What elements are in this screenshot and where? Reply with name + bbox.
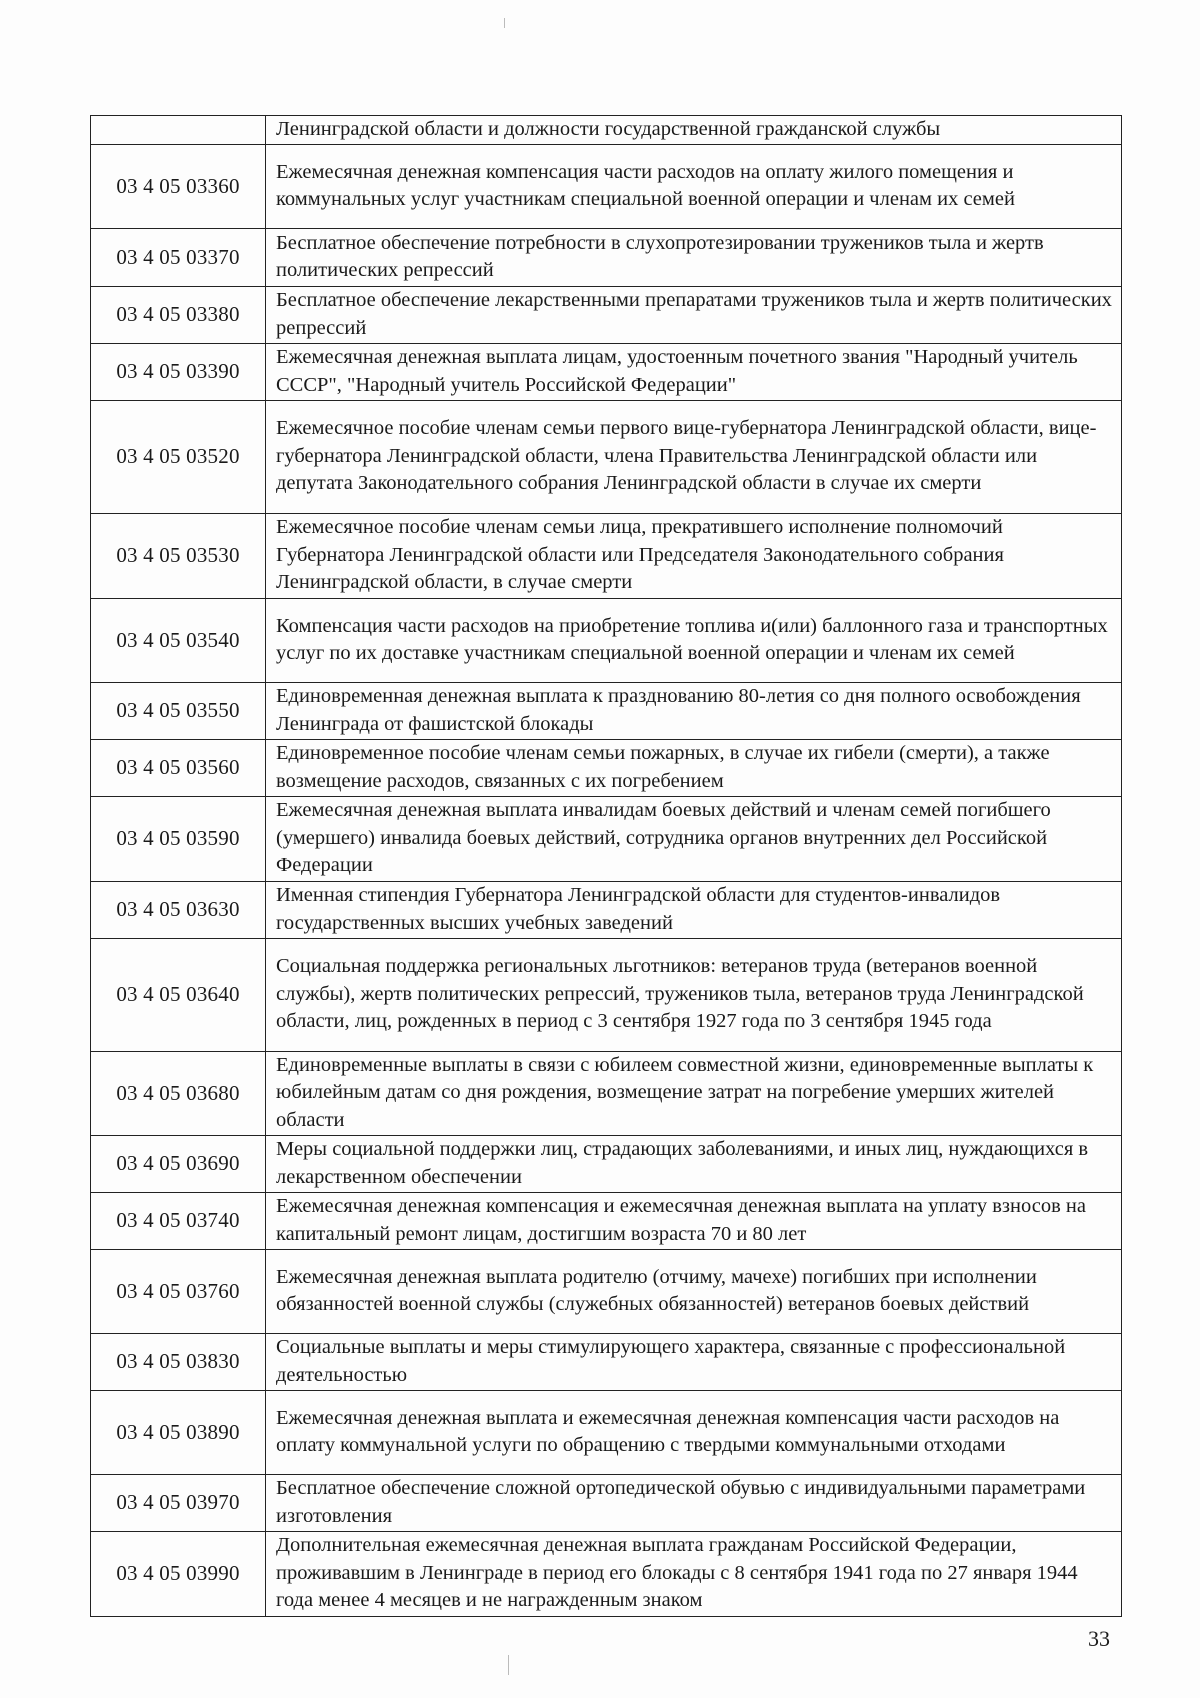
table-row: [91, 739, 1122, 796]
table-row: [91, 116, 1122, 145]
description-cell: Ежемесячная денежная выплата инвалидам боевых действий и членам семей погибшего (умершего) инвалида боевых действий, сотрудника органов внутренних дел Российской Федерации: [266, 796, 1122, 881]
description-cell: Бесплатное обеспечение потребности в слухопротезировании тружеников тыла и жертв политических репрессий: [266, 228, 1122, 286]
table-row: [91, 513, 1122, 598]
code-cell: 03 4 05 03890: [91, 1390, 266, 1474]
table-row: [91, 1531, 1122, 1616]
description-cell: Ленинградской области и должности государственной гражданской службы: [266, 116, 1122, 145]
description-cell: Социальные выплаты и меры стимулирующего характера, связанные с профессиональной деятельностью: [266, 1333, 1122, 1390]
code-cell: [91, 116, 266, 145]
table-row: [91, 343, 1122, 400]
table-row: [91, 881, 1122, 938]
description-cell: Компенсация части расходов на приобретение топлива и(или) баллонного газа и транспортных услуг по их доставке участникам специальной военной операции и членам их семей: [266, 598, 1122, 682]
table-body: [91, 116, 1122, 1617]
code-cell: 03 4 05 03990: [91, 1531, 266, 1616]
table-row: [91, 1192, 1122, 1249]
description-cell: Именная стипендия Губернатора Ленинградской области для студентов-инвалидов государственных высших учебных заведений: [266, 881, 1122, 938]
table-row: [91, 598, 1122, 682]
scan-mark-bottom: [508, 1655, 509, 1675]
description-cell: Дополнительная ежемесячная денежная выплата гражданам Российской Федерации, проживавшим в Ленинграде в период его блокады с 8 сентября 1941 года по 27 января 1944 года менее 4 месяцев и не награжденным знаком: [266, 1531, 1122, 1616]
description-cell: Ежемесячная денежная выплата и ежемесячная денежная компенсация части расходов на оплату коммунальной услуги по обращению с твердыми коммунальными отходами: [266, 1390, 1122, 1474]
code-cell: 03 4 05 03370: [91, 228, 266, 286]
code-cell: 03 4 05 03560: [91, 739, 266, 796]
description-cell: Единовременная денежная выплата к празднованию 80-летия со дня полного освобождения Ленинграда от фашистской блокады: [266, 682, 1122, 739]
code-cell: 03 4 05 03690: [91, 1135, 266, 1192]
table-row: [91, 286, 1122, 343]
description-cell: Ежемесячное пособие членам семьи лица, прекратившего исполнение полномочий Губернатора Ленинградской области или Председателя Законодательного собрания Ленинградской области, в случае смерти: [266, 513, 1122, 598]
table-row: [91, 228, 1122, 286]
table-row: [91, 1051, 1122, 1135]
table-row: [91, 1249, 1122, 1333]
budget-codes-table: [90, 115, 1122, 1617]
code-cell: 03 4 05 03520: [91, 400, 266, 513]
code-cell: 03 4 05 03530: [91, 513, 266, 598]
code-cell: 03 4 05 03550: [91, 682, 266, 739]
description-cell: Ежемесячная денежная компенсация части расходов на оплату жилого помещения и коммунальных услуг участникам специальной военной операции и членам их семей: [266, 144, 1122, 228]
page-number: 33: [1088, 1626, 1110, 1651]
code-cell: 03 4 05 03390: [91, 343, 266, 400]
description-cell: Социальная поддержка региональных льготников: ветеранов труда (ветеранов военной службы), жертв политических репрессий, тружеников тыла, ветеранов труда Ленинградской области, лиц, рожденных в период с 3 сентября 1927 года по 3 сентября 1945 года: [266, 938, 1122, 1051]
table-row: [91, 1390, 1122, 1474]
table-row: [91, 796, 1122, 881]
description-cell: Ежемесячная денежная компенсация и ежемесячная денежная выплата на уплату взносов на капитальный ремонт лицам, достигшим возраста 70 и 80 лет: [266, 1192, 1122, 1249]
code-cell: 03 4 05 03760: [91, 1249, 266, 1333]
table-row: [91, 400, 1122, 513]
table-row: [91, 144, 1122, 228]
table-row: [91, 1135, 1122, 1192]
table-row: [91, 682, 1122, 739]
code-cell: 03 4 05 03970: [91, 1474, 266, 1531]
code-cell: 03 4 05 03740: [91, 1192, 266, 1249]
table-row: [91, 1333, 1122, 1390]
scan-mark-top: [504, 18, 505, 28]
table-row: [91, 1474, 1122, 1531]
code-cell: 03 4 05 03680: [91, 1051, 266, 1135]
description-cell: Единовременное пособие членам семьи пожарных, в случае их гибели (смерти), а также возмещение расходов, связанных с их погребением: [266, 739, 1122, 796]
description-cell: Ежемесячная денежная выплата родителю (отчиму, мачехе) погибших при исполнении обязанностей военной службы (служебных обязанностей) ветеранов боевых действий: [266, 1249, 1122, 1333]
table-row: [91, 938, 1122, 1051]
code-cell: 03 4 05 03380: [91, 286, 266, 343]
code-cell: 03 4 05 03360: [91, 144, 266, 228]
code-cell: 03 4 05 03630: [91, 881, 266, 938]
description-cell: Единовременные выплаты в связи с юбилеем совместной жизни, единовременные выплаты к юбилейным датам со дня рождения, возмещение затрат на погребение умерших жителей области: [266, 1051, 1122, 1135]
description-cell: Ежемесячная денежная выплата лицам, удостоенным почетного звания "Народный учитель СССР", "Народный учитель Российской Федерации": [266, 343, 1122, 400]
code-cell: 03 4 05 03830: [91, 1333, 266, 1390]
code-cell: 03 4 05 03590: [91, 796, 266, 881]
code-cell: 03 4 05 03640: [91, 938, 266, 1051]
code-cell: 03 4 05 03540: [91, 598, 266, 682]
description-cell: Ежемесячное пособие членам семьи первого вице-губернатора Ленинградской области, вице-губернатора Ленинградской области, члена Правительства Ленинградской области или депутата Законодательного собрания Ленинградской области в случае их смерти: [266, 400, 1122, 513]
description-cell: Меры социальной поддержки лиц, страдающих заболеваниями, и иных лиц, нуждающихся в лекарственном обеспечении: [266, 1135, 1122, 1192]
description-cell: Бесплатное обеспечение лекарственными препаратами тружеников тыла и жертв политических репрессий: [266, 286, 1122, 343]
description-cell: Бесплатное обеспечение сложной ортопедической обувью с индивидуальными параметрами изготовления: [266, 1474, 1122, 1531]
